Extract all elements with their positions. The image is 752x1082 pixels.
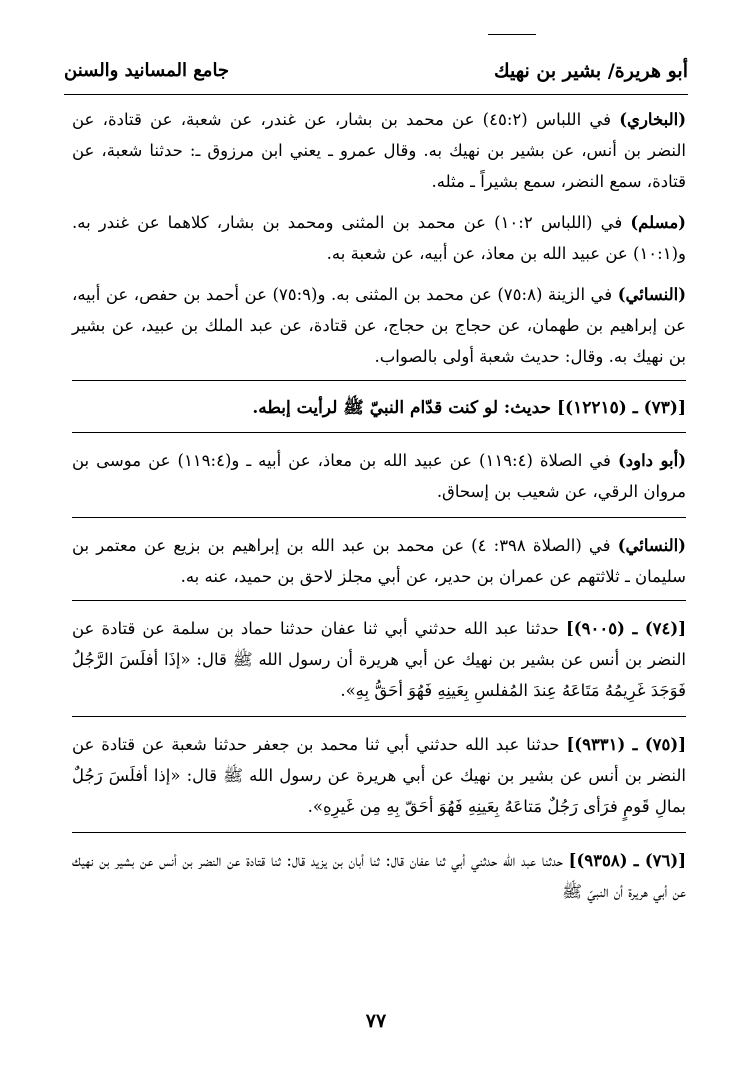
hadith-text: حدثنا عبد الله حدثني أبي ثنا عفان حدثنا حماد بن سلمة عن قتادة عن النضر بن أنس عن بشير بن نهيك عن أبي هريرة أن رسول الله ﷺ قال: «إذَا أفلَسَ الرَّجُلُ فَوَجَدَ غَرِيمُهُ مَتَاعَهُ عِندَ المُفلسِ بِعَينِهِ فَهُوَ أحَقُّ بِهِ». — [72, 619, 686, 700]
section-divider — [72, 432, 686, 433]
section-divider — [72, 716, 686, 717]
section-divider — [72, 832, 686, 833]
source-label: (النسائي) — [617, 285, 686, 304]
takhrij-muslim — [72, 207, 686, 269]
hadith-text: حدثنا عبد الله حدثني أبي ثنا محمد بن جعفر حدثنا شعبة عن قتادة عن النضر بن أنس عن بشير بن نهيك عن أبي هريرة عن رسول الله ﷺ قال: «إذا أفلَسَ رَجُلٌ بمالِ قَومٍ فرَأى رَجُلٌ مَتاعَهُ بِعَينِهِ فَهُوَ أحَقّ بِهِ مِن غَيرِهِ». — [72, 735, 686, 816]
hadith-number: [(٧٤) ـ (٩٠٠٥)] — [565, 619, 687, 638]
hadith-number: [(٧٥) ـ (٩٣٣١)] — [566, 735, 687, 754]
takhrij-nasai-2 — [72, 530, 686, 592]
hadith-74 — [72, 613, 686, 706]
top-mark — [488, 34, 536, 35]
paragraph-text: في الزينة (٧٥:٨) عن محمد بن المثنى به. و(٧٥:٩) عن أحمد بن حفص، عن أبيه، عن إبراهيم بن طهمان، عن حجاج بن حجاج، عن قتادة، عن عبد الملك بن عبيد، عن بشير بن نهيك به. وقال: حديث شعبة أولى بالصواب. — [72, 285, 686, 366]
header-left-title: جامع المسانيد والسنن — [64, 60, 230, 81]
header-right-title: أبو هريرة/ بشير بن نهيك — [493, 60, 688, 82]
paragraph-text: في (اللباس ١٠:٢) عن محمد بن المثنى ومحمد بن بشار، كلاهما عن غندر به. و(١٠:١) عن عبيد الله بن معاذ، عن أبيه، عن شعبة به. — [72, 213, 686, 263]
source-label: (أبو داود) — [617, 451, 687, 470]
hadith-76 — [72, 845, 686, 907]
paragraph-text: في اللباس (٤٥:٢) عن محمد بن بشار، عن غندر، عن شعبة، عن قتادة، عن النضر بن أنس، عن بشير بن نهيك به. وقال عمرو ـ يعني ابن مرزوق ـ: حدثنا شعبة، عن قتادة، سمع النضر، سمع بشيراً ـ مثله. — [72, 110, 686, 191]
takhrij-abu-dawud — [72, 445, 686, 507]
paragraph-text: في (الصلاة ٣٩٨: ٤) عن محمد بن عبد الله بن إبراهيم بن بزيع عن معتمر بن سليمان ـ ثلاثتهم عن عمران بن حدير، عن أبي مجلز لاحق بن حميد، عنه به. — [72, 536, 686, 586]
hadith-text: حدثنا عبد الله حدثني أبي ثنا عفان قال: ثنا أبان بن يزيد قال: ثنا قتادة عن النضر بن أنس عن بشير بن نهيك عن أبي هريرة أن النبيّ ﷺ — [72, 851, 686, 901]
running-header — [64, 60, 688, 94]
takhrij-nasai — [72, 279, 686, 372]
hadith-75 — [72, 729, 686, 822]
section-divider — [72, 517, 686, 518]
hadith-number: [(٧٦) ـ (٩٣٥٨)] — [568, 851, 687, 870]
source-label: (النسائي) — [617, 536, 686, 555]
source-label: (مسلم) — [630, 213, 686, 232]
page-body — [72, 104, 686, 917]
page-number: ٧٧ — [365, 1010, 387, 1032]
section-divider — [72, 380, 686, 381]
source-label: (البخاري) — [619, 110, 686, 129]
takhrij-bukhari — [72, 104, 686, 197]
hadith-73: [(٧٣) ـ (١٢٢١٥)] حديث: لو كنت قدّام النبيّ ﷺ لرأيت إبطه. — [252, 398, 686, 418]
paragraph-text: في الصلاة (١١٩:٤) عن عبيد الله بن معاذ، عن أبيه ـ و(١١٩:٤) عن موسى بن مروان الرقي، عن شعيب بن إسحاق. — [72, 451, 686, 501]
section-divider — [72, 600, 686, 601]
header-rule — [64, 94, 688, 95]
